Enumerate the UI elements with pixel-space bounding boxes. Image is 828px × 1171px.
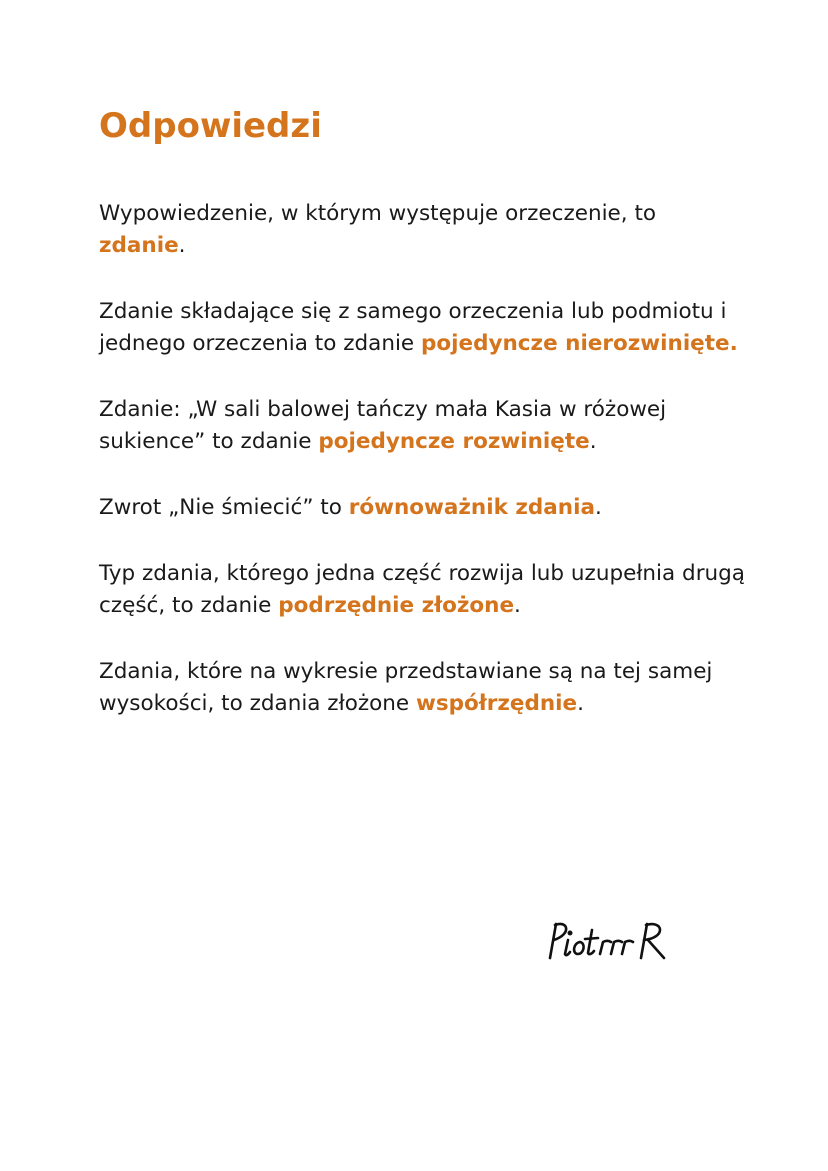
answer-text: Zwrot „Nie śmiecić” to	[99, 495, 349, 520]
answer-text: Zdania, które na wykresie przedstawiane są na tej samej wysokości, to zdania złożone	[99, 659, 713, 716]
answer-highlight: pojedyncze rozwinięte	[318, 429, 590, 454]
answer-highlight: pojedyncze nierozwinięte.	[420, 331, 738, 356]
answer-paragraph-6	[99, 656, 749, 720]
page-title: Odpowiedzi	[99, 106, 322, 146]
answer-highlight: podrzędnie złożone	[278, 593, 515, 618]
answer-text: Zdanie składające się z samego orzeczenia lub podmiotu i jednego orzeczenia to zdanie	[99, 299, 727, 356]
answer-highlight: współrzędnie	[415, 691, 578, 716]
answer-paragraph-5	[99, 558, 749, 622]
answer-punctuation: .	[178, 233, 186, 258]
handwritten-signature	[540, 912, 680, 968]
answer-paragraph-4	[99, 492, 749, 524]
answer-highlight: zdanie	[99, 233, 179, 258]
answer-punctuation: .	[589, 429, 597, 454]
answer-paragraph-1	[99, 198, 749, 262]
answer-punctuation: .	[577, 691, 584, 716]
answer-paragraph-3	[99, 394, 749, 458]
answer-punctuation: .	[514, 593, 521, 618]
answer-highlight: równoważnik zdania	[348, 495, 595, 520]
answer-text: Wypowiedzenie, w którym występuje orzeczenie, to	[99, 201, 657, 226]
answer-text: Typ zdania, którego jedna część rozwija lub uzupełnia drugą część, to zdanie	[99, 561, 745, 618]
answer-punctuation: .	[594, 495, 602, 520]
answers-list	[99, 198, 749, 720]
answer-paragraph-2	[99, 296, 749, 360]
answer-text: Zdanie: „W sali balowej tańczy mała Kasia w różowej sukience” to zdanie	[99, 397, 667, 454]
